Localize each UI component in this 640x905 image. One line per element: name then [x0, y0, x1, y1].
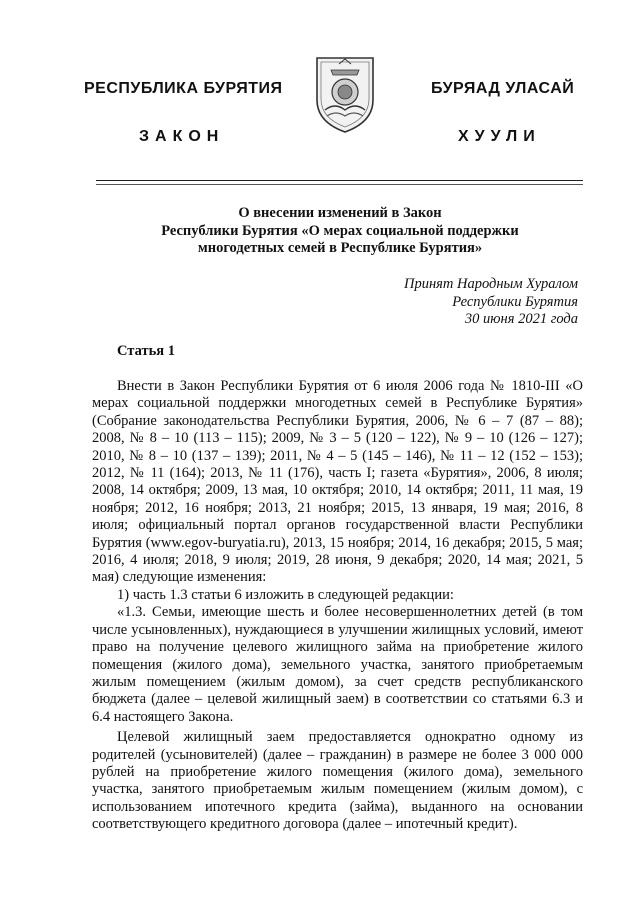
body-paragraph: Внести в Закон Республики Бурятия от 6 июля 2006 года № 1810-III «О мерах социальной поддержки многодетных семей в Республике Бурятия» (Собрание законодательства Республики Бурятия, 2006, № 6 – 7 (87 – 88); 2008, № 8 – 10 (113 – 115); 2009, № 3 – 5 (120 – 122), № 9 – 10 (126 – 127); 2010, № 8 – 10 (137 – 139); 2011, № 4 – 5 (145 – 146), № 11 – 12 (152 – 153); 2012, № 11 (164); 2013, № 11 (176), часть I; газета «Бурятия», 2006, 8 июля; 2008, 14 октября; 2009, 13 мая, 10 октября; 2010, 14 октября; 2011, 11 мая, 19 ноября; 2012, 16 ноября; 2013, 21 ноября; 2015, 13 января, 19 мая; 2016, 8 июля; официальный портал органов государственной власти Республики Бурятия (www.egov-buryatia.ru), 2013, 15 ноября; 2014, 16 декабря; 2015, 5 мая; 2016, 4 июля; 2018, 9 июля; 2019, 28 июня, 9 декабря; 2020, 14 мая; 2021, 5 мая) следующие изменения:	[92, 378, 583, 586]
header-divider-thick	[96, 180, 583, 181]
header-law-ru: ЗАКОН	[139, 128, 225, 145]
title-line: Республики Бурятия «О мерах социальной поддержки	[161, 222, 519, 239]
adoption-date: 30 июня 2021 года	[464, 311, 578, 327]
header-divider-thin	[96, 184, 583, 185]
article-heading: Статья 1	[117, 343, 175, 359]
adoption-line: Республики Бурятия	[452, 293, 578, 310]
header-republic-ru: РЕСПУБЛИКА БУРЯТИЯ	[84, 80, 283, 97]
body-paragraph: «1.3. Семьи, имеющие шесть и более несовершеннолетних детей (в том числе усыновленных), нуждающиеся в улучшении жилищных условий, имеют право на получение целевого жилищного займа на приобретение жилого помещения (жилого дома), земельного участка, занятого приобретаемым жилым помещением (жилым домом), за счет средств республиканского бюджета (далее – целевой жилищный заем) в соответствии со статьями 6.3 и 6.4 настоящего Закона.	[92, 604, 583, 725]
title-line: многодетных семей в Республике Бурятия»	[197, 240, 483, 256]
body-paragraph: 1) часть 1.3 статьи 6 изложить в следующей редакции:	[117, 586, 454, 603]
header-law-bua: ХУУЛИ	[458, 128, 541, 145]
body-paragraph: Целевой жилищный заем предоставляется однократно одному из родителей (усыновителей) (далее – гражданин) в размере не более 3 000 000 рублей на приобретение жилого помещения (жилого дома), земельного участка, занятого приобретаемым жилым помещением (жилым домом), с использованием ипотечного кредита (займа), выданного на основании соответствующего кредитного договора (далее – ипотечный кредит).	[92, 729, 583, 833]
title-line: О внесении изменений в Закон	[238, 205, 442, 221]
document-title	[120, 205, 560, 258]
adoption-note	[404, 276, 578, 329]
coat-of-arms-icon	[311, 54, 379, 134]
adoption-line: Принят Народным Хуралом	[403, 276, 578, 292]
article-body	[92, 378, 583, 834]
header-republic-bua: БУРЯАД УЛАСАЙ	[431, 80, 575, 97]
